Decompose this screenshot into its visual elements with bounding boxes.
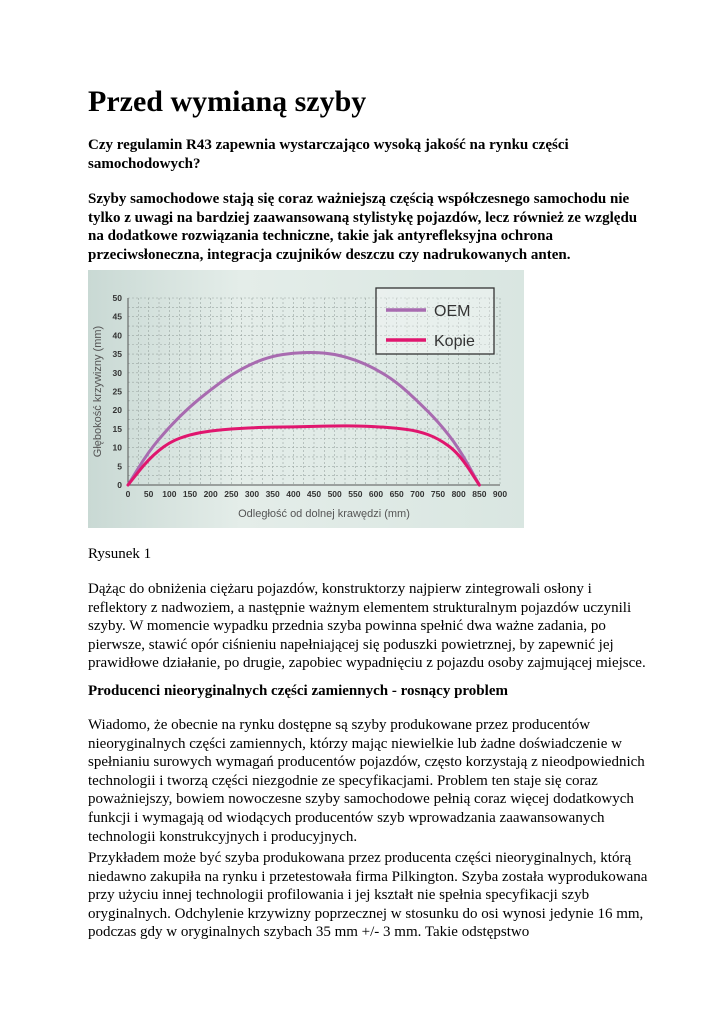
x-tick-label: 450 [306, 489, 322, 499]
x-tick-label: 500 [327, 489, 342, 499]
legend-label-oem: OEM [434, 303, 471, 320]
x-tick-label: 700 [410, 489, 425, 499]
paragraph-1: Dążąc do obniżenia ciężaru pojazdów, konstruktorzy najpierw zintegrowali osłony i reflektory z nadwoziem, a następnie ważnym elementem strukturalnym pojazdów uczynili szyby. W momencie wypadku przednia szyba powinna spełnić dwa ważne zadania, po pierwsze, stawić opór ciśnieniu napełniającej się poduszki powietrznej, by zapewnić jej prawidłowe działanie, po drugie, zapobiec wypadnięciu z pojazdu osoby zajmującej miejsce. [88, 581, 646, 672]
x-tick-label: 400 [286, 489, 301, 499]
x-tick-label: 750 [430, 489, 446, 499]
x-tick-label: 300 [244, 489, 260, 499]
x-tick-label: 350 [265, 489, 280, 499]
y-tick-label: 45 [112, 311, 122, 322]
y-tick-label: 40 [112, 330, 122, 341]
page-title: Przed wymianą szyby [88, 85, 367, 118]
x-tick-label: 600 [368, 489, 384, 499]
x-tick-label: 250 [224, 489, 239, 499]
y-tick-label: 30 [112, 367, 122, 378]
y-tick-label: 20 [112, 405, 122, 416]
curvature-chart [88, 270, 524, 528]
paragraph-3: Przykładem może być szyba produkowana przez producenta części nieoryginalnych, którą niedawno zakupiła na rynku i przetestowała firma Pilkington. Szyba została wyprodukowana przy użyciu innej technologii profilowania i jej kształt nie spełnia specyfikacji szyb oryginalnych. Odchylenie krzywizny poprzecznej w stosunku do osi wynosi jedynie 16 mm, podczas gdy w oryginalnych szybach 35 mm +/- 3 mm. Takie odstępstwo [88, 850, 648, 941]
x-tick-label: 50 [143, 489, 154, 499]
y-tick-label: 50 [112, 293, 122, 303]
legend-label-kopie: Kopie [434, 333, 475, 350]
figure-caption: Rysunek 1 [88, 546, 152, 562]
y-tick-label: 25 [112, 386, 122, 397]
y-tick-label: 0 [117, 480, 122, 490]
section-heading: Producenci nieoryginalnych części zamiennych - rosnący problem [88, 683, 508, 699]
x-tick-label: 150 [182, 489, 198, 499]
x-tick-label: 0 [125, 489, 131, 499]
y-tick-label: 35 [112, 349, 122, 360]
x-tick-label: 550 [348, 489, 363, 499]
x-tick-label: 800 [451, 489, 466, 499]
subtitle-question: Czy regulamin R43 zapewnia wystarczająco wysoką jakość na rynku części samochodowych? [88, 137, 569, 172]
y-tick-label: 5 [117, 461, 122, 472]
intro-paragraph: Szyby samochodowe stają się coraz ważniejszą częścią współczesnego samochodu nie tylko z uwagi na bardziej zaawansowaną stylistykę pojazdów, lecz również ze względu na dodatkowe rozwiązania techniczne, takie jak antyrefleksyjna ochrona przeciwsłoneczna, integracja czujników deszczu czy nadrukowanych anten. [88, 191, 638, 263]
x-axis-label: Odległość od dolnej krawędzi (mm) [238, 508, 410, 520]
paragraph-2: Wiadomo, że obecnie na rynku dostępne są szyby produkowane przez producentów nieoryginalnych części zamiennych, którzy mając niewielkie lub żadne doświadczenie w spełnianiu surowych wymagań producentów pojazdów, często korzystają z nieodpowiednich technologii i tworzą części niezgodnie ze specyfikacjami. Problem ten staje się coraz poważniejszy, bowiem nowoczesne szyby samochodowe pełnią coraz więcej dodatkowych funkcji i wymagają od wiodących producentów szyb wprowadzania zaawansowanych technologii konstrukcyjnych i producyjnych. [88, 717, 645, 845]
y-axis-label: Głębokość krzywizny (mm) [92, 325, 104, 458]
x-tick-label: 850 [472, 489, 487, 499]
y-tick-label: 15 [112, 423, 122, 434]
curvature-chart-figure [88, 270, 524, 528]
y-tick-label: 10 [112, 442, 122, 453]
x-tick-label: 200 [203, 489, 218, 499]
x-tick-label: 100 [162, 489, 177, 499]
x-tick-label: 900 [492, 489, 508, 499]
x-tick-label: 650 [389, 489, 404, 499]
